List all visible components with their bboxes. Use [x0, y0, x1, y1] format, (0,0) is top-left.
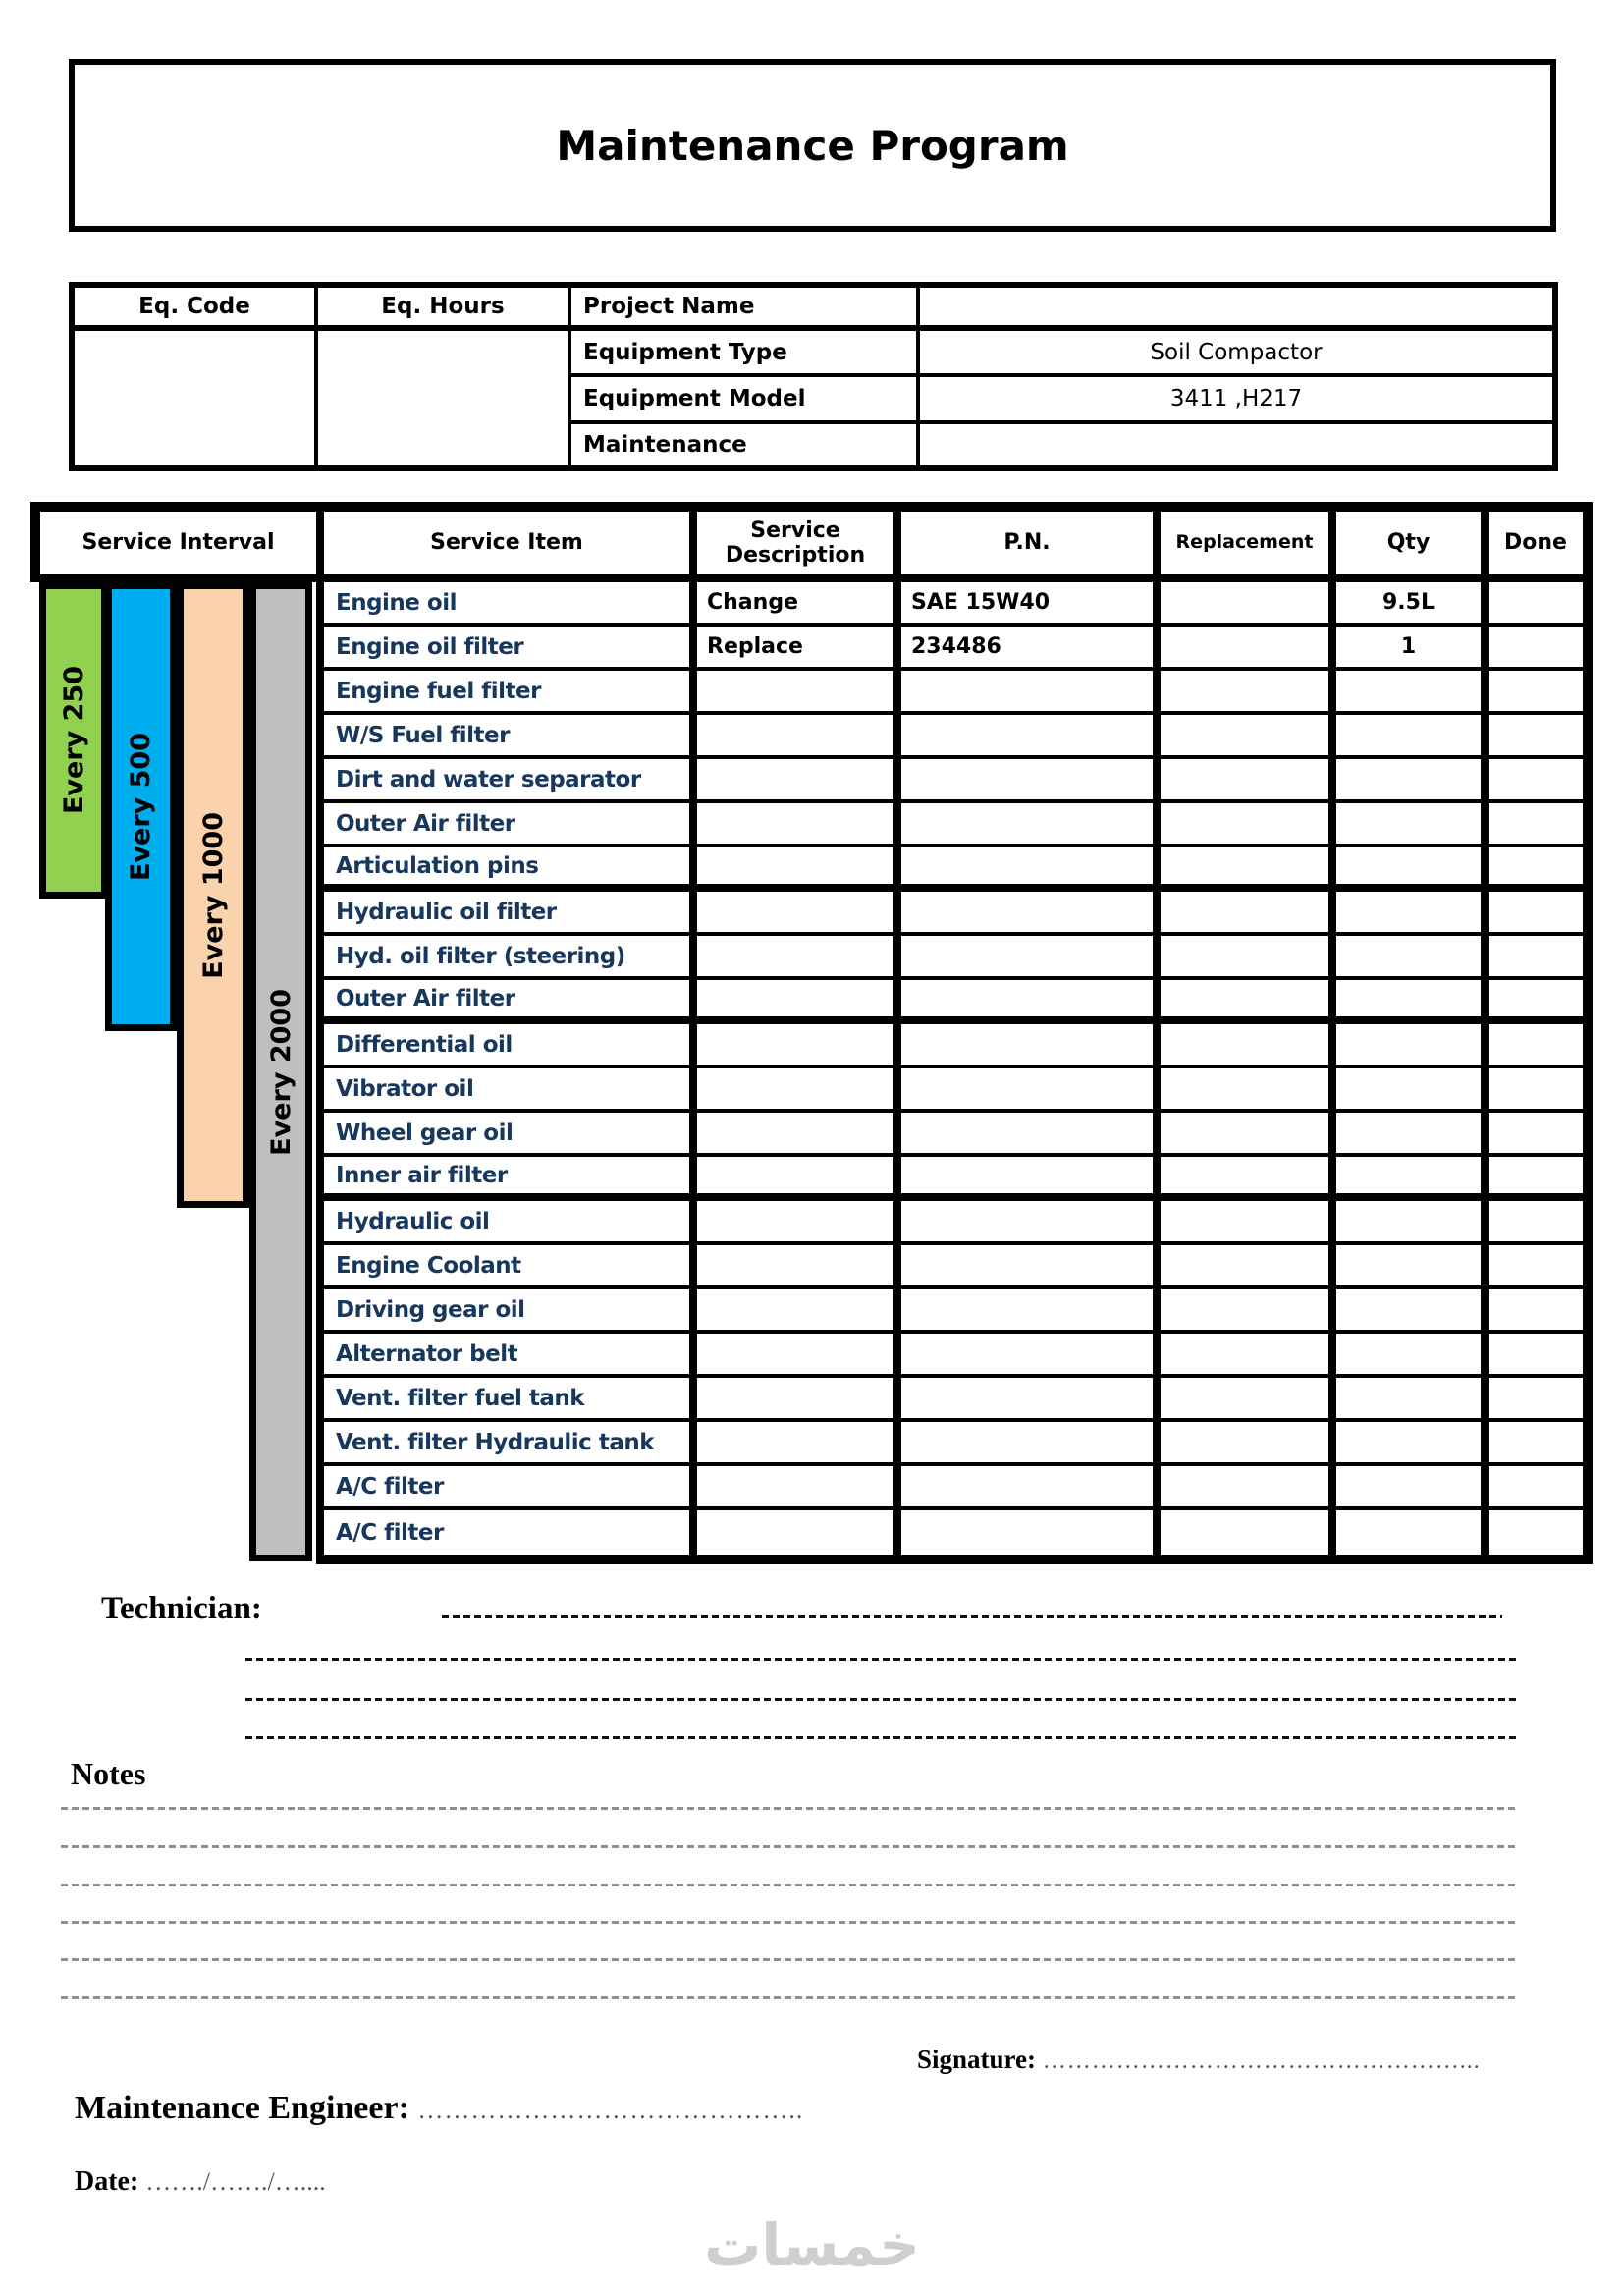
qty-cell	[1336, 1289, 1489, 1334]
qty-cell	[1336, 1245, 1489, 1289]
notes-heading: Notes	[71, 1756, 146, 1791]
date-dotted-line: ……./……./…....	[145, 2167, 326, 2196]
done-cell	[1489, 847, 1583, 892]
done-cell	[1489, 582, 1583, 627]
service-item-cell: Outer Air filter	[324, 980, 697, 1024]
replacement-cell	[1161, 1157, 1336, 1201]
engineer-dotted-line: ……………………………………..	[417, 2096, 804, 2124]
pn-cell	[901, 1113, 1161, 1157]
replacement-cell	[1161, 892, 1336, 936]
description-cell: Replace	[697, 627, 901, 671]
replacement-cell	[1161, 671, 1336, 715]
notes-line	[61, 1958, 1517, 1961]
title-box	[69, 59, 1556, 232]
service-item-cell: Driving gear oil	[324, 1289, 697, 1334]
pn-cell	[901, 892, 1161, 936]
description-cell	[697, 1289, 901, 1334]
date-row	[75, 2166, 326, 2198]
replacement-cell	[1161, 1113, 1336, 1157]
qty-cell	[1336, 1068, 1489, 1113]
qty-cell	[1336, 1378, 1489, 1422]
qty-cell	[1336, 1422, 1489, 1466]
description-cell	[697, 1157, 901, 1201]
service-item-cell: Inner air filter	[324, 1157, 697, 1201]
replacement-cell	[1161, 1068, 1336, 1113]
qty-cell	[1336, 1201, 1489, 1245]
qty-cell	[1336, 1510, 1489, 1555]
done-cell	[1489, 1201, 1583, 1245]
replacement-cell	[1161, 1289, 1336, 1334]
column-header-qty: Qty	[1336, 512, 1489, 574]
table-header-row	[30, 502, 1593, 582]
pn-cell	[901, 1466, 1161, 1510]
service-item-cell: A/C filter	[324, 1466, 697, 1510]
maintenance-schedule-table	[30, 502, 1593, 1564]
pn-cell	[901, 1024, 1161, 1068]
description-cell	[697, 1510, 901, 1555]
done-cell	[1489, 671, 1583, 715]
description-cell	[697, 980, 901, 1024]
equipment-model-label: Equipment Model	[569, 375, 918, 422]
replacement-cell	[1161, 1378, 1336, 1422]
replacement-cell	[1161, 1422, 1336, 1466]
technician-label: Technician:	[101, 1591, 262, 1626]
maintenance-value	[918, 422, 1555, 468]
done-cell	[1489, 1466, 1583, 1510]
service-item-cell: A/C filter	[324, 1510, 697, 1555]
pn-cell: 234486	[901, 627, 1161, 671]
interval-bar-label: Every 250	[58, 666, 89, 815]
done-cell	[1489, 1289, 1583, 1334]
maintenance-engineer-row	[75, 2090, 803, 2127]
column-header-service-description: Service Description	[697, 512, 901, 574]
pn-cell: SAE 15W40	[901, 582, 1161, 627]
done-cell	[1489, 803, 1583, 847]
notes-line	[61, 1845, 1517, 1848]
service-item-cell: Vibrator oil	[324, 1068, 697, 1113]
description-cell	[697, 1068, 901, 1113]
technician-line	[442, 1615, 1502, 1618]
interval-bar-every-2000	[249, 582, 312, 1561]
replacement-cell	[1161, 1201, 1336, 1245]
technician-line	[245, 1698, 1517, 1701]
signature-dotted-line: ……………………………………………...	[1042, 2049, 1481, 2074]
column-header-done: Done	[1504, 530, 1567, 556]
qty-cell	[1336, 1024, 1489, 1068]
done-cell	[1489, 936, 1583, 980]
page-title: Maintenance Program	[556, 121, 1069, 170]
replacement-cell	[1161, 1466, 1336, 1510]
pn-cell	[901, 803, 1161, 847]
done-cell	[1489, 1422, 1583, 1466]
replacement-cell	[1161, 627, 1336, 671]
column-header-p-n-: P.N.	[901, 512, 1161, 574]
pn-cell	[901, 1422, 1161, 1466]
replacement-cell	[1161, 847, 1336, 892]
pn-cell	[901, 671, 1161, 715]
eq-code-label: Eq. Code	[72, 285, 316, 328]
technician-line	[245, 1658, 1517, 1661]
signature-label: Signature:	[917, 2045, 1037, 2074]
qty-cell	[1336, 1113, 1489, 1157]
replacement-cell	[1161, 936, 1336, 980]
qty-cell	[1336, 803, 1489, 847]
eq-code-value	[72, 328, 316, 468]
qty-cell	[1336, 1157, 1489, 1201]
done-cell	[1489, 1378, 1583, 1422]
service-item-cell: Engine oil	[324, 582, 697, 627]
description-cell	[697, 936, 901, 980]
service-item-cell: Differential oil	[324, 1024, 697, 1068]
service-item-cell: Engine fuel filter	[324, 671, 697, 715]
column-header-service-interval: Service Interval	[40, 512, 324, 574]
service-item-cell: Hydraulic oil filter	[324, 892, 697, 936]
replacement-cell	[1161, 1024, 1336, 1068]
pn-cell	[901, 1378, 1161, 1422]
pn-cell	[901, 1245, 1161, 1289]
done-cell	[1489, 1334, 1583, 1378]
notes-line	[61, 1921, 1517, 1924]
description-cell	[697, 1245, 901, 1289]
description-cell	[697, 759, 901, 803]
description-cell	[697, 715, 901, 759]
signature-row	[917, 2045, 1481, 2075]
qty-cell	[1336, 715, 1489, 759]
description-cell	[697, 803, 901, 847]
column-header-service-item: Service Item	[324, 512, 697, 574]
column-header-replacement: Replacement	[1161, 512, 1336, 574]
description-cell	[697, 847, 901, 892]
replacement-cell	[1161, 715, 1336, 759]
pn-cell	[901, 936, 1161, 980]
interval-bar-label: Every 2000	[265, 988, 297, 1156]
done-cell	[1489, 715, 1583, 759]
replacement-cell	[1161, 1334, 1336, 1378]
done-cell	[1489, 1510, 1583, 1555]
done-cell	[1489, 759, 1583, 803]
interval-bar-every-250	[39, 582, 108, 899]
description-cell: Change	[697, 582, 901, 627]
qty-cell	[1336, 671, 1489, 715]
done-cell	[1489, 1157, 1583, 1201]
replacement-cell	[1161, 759, 1336, 803]
done-cell	[1489, 1068, 1583, 1113]
pn-cell	[901, 1068, 1161, 1113]
qty-cell	[1336, 847, 1489, 892]
project-name-label: Project Name	[569, 285, 918, 328]
equipment-type-label: Equipment Type	[569, 328, 918, 375]
pn-cell	[901, 1157, 1161, 1201]
replacement-cell	[1161, 1245, 1336, 1289]
qty-cell	[1336, 759, 1489, 803]
pn-cell	[901, 1201, 1161, 1245]
service-item-cell: Hyd. oil filter (steering)	[324, 936, 697, 980]
equipment-model-value: 3411 ,H217	[918, 375, 1555, 422]
interval-bar-every-500	[105, 582, 177, 1031]
eq-hours-label: Eq. Hours	[316, 285, 569, 328]
qty-cell	[1336, 1334, 1489, 1378]
qty-cell	[1336, 892, 1489, 936]
equipment-type-value: Soil Compactor	[918, 328, 1555, 375]
date-label: Date:	[75, 2166, 139, 2197]
pn-cell	[901, 1510, 1161, 1555]
description-cell	[697, 892, 901, 936]
interval-bar-label: Every 500	[126, 732, 156, 882]
service-item-cell: Engine Coolant	[324, 1245, 697, 1289]
service-item-cell: Engine oil filter	[324, 627, 697, 671]
pn-cell	[901, 715, 1161, 759]
pn-cell	[901, 759, 1161, 803]
service-item-cell: W/S Fuel filter	[324, 715, 697, 759]
replacement-cell	[1161, 1510, 1336, 1555]
service-item-cell: Outer Air filter	[324, 803, 697, 847]
maintenance-engineer-label: Maintenance Engineer:	[75, 2090, 409, 2126]
service-interval-column	[30, 582, 316, 1564]
pn-cell	[901, 980, 1161, 1024]
done-cell	[1489, 892, 1583, 936]
interval-bar-label: Every 1000	[197, 811, 229, 979]
pn-cell	[901, 1289, 1161, 1334]
replacement-cell	[1161, 803, 1336, 847]
description-cell	[697, 1466, 901, 1510]
done-cell	[1489, 1113, 1583, 1157]
service-item-cell: Dirt and water separator	[324, 759, 697, 803]
pn-cell	[901, 847, 1161, 892]
khamsat-watermark: خمسات	[704, 2212, 920, 2278]
replacement-cell	[1161, 980, 1336, 1024]
description-cell	[697, 1024, 901, 1068]
service-item-cell: Vent. filter fuel tank	[324, 1378, 697, 1422]
maintenance-label: Maintenance	[569, 422, 918, 468]
service-item-cell: Vent. filter Hydraulic tank	[324, 1422, 697, 1466]
technician-line	[245, 1736, 1517, 1739]
qty-cell	[1336, 936, 1489, 980]
done-cell	[1489, 627, 1583, 671]
description-cell	[697, 1201, 901, 1245]
replacement-cell	[1161, 582, 1336, 627]
qty-cell: 1	[1336, 627, 1489, 671]
table-body	[30, 582, 1593, 1564]
description-cell	[697, 1334, 901, 1378]
done-cell	[1489, 1245, 1583, 1289]
pn-cell	[901, 1334, 1161, 1378]
project-name-value	[918, 285, 1555, 328]
qty-cell	[1336, 1466, 1489, 1510]
description-cell	[697, 1422, 901, 1466]
equipment-info-table	[69, 282, 1558, 471]
service-item-cell: Hydraulic oil	[324, 1201, 697, 1245]
service-item-cell: Articulation pins	[324, 847, 697, 892]
service-item-cell: Wheel gear oil	[324, 1113, 697, 1157]
done-cell	[1489, 1024, 1583, 1068]
qty-cell	[1336, 980, 1489, 1024]
service-items-grid	[316, 582, 1593, 1564]
service-item-cell: Alternator belt	[324, 1334, 697, 1378]
description-cell	[697, 1113, 901, 1157]
eq-hours-value	[316, 328, 569, 468]
qty-cell: 9.5L	[1336, 582, 1489, 627]
notes-line	[61, 1996, 1517, 1999]
notes-line	[61, 1884, 1517, 1886]
done-cell	[1489, 980, 1583, 1024]
description-cell	[697, 671, 901, 715]
description-cell	[697, 1378, 901, 1422]
interval-bar-every-1000	[177, 582, 249, 1208]
notes-line	[61, 1807, 1517, 1810]
